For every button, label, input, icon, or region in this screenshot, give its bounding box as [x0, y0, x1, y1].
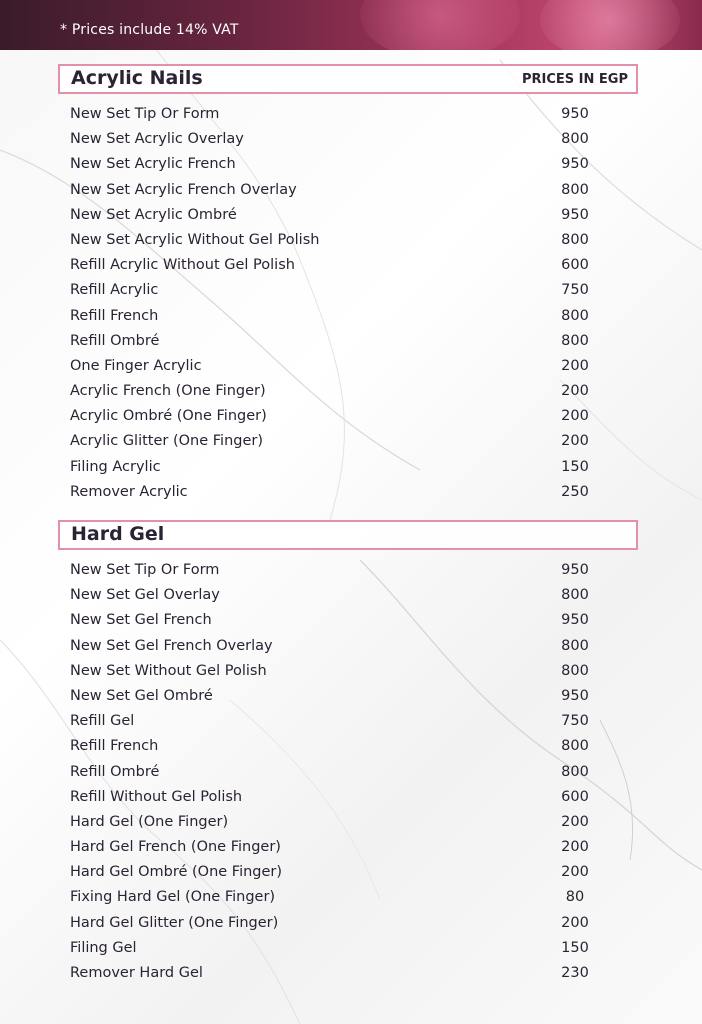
list-item	[0, 661, 702, 686]
section-header-acrylic-nails	[58, 64, 638, 94]
item-name: Remover Acrylic	[70, 483, 188, 500]
item-name: Refill Gel	[70, 713, 135, 730]
list-item	[0, 787, 702, 812]
item-name: Hard Gel Glitter (One Finger)	[70, 914, 279, 931]
item-name: Filing Gel	[70, 939, 137, 956]
list-item	[0, 711, 702, 736]
item-price: 800	[561, 181, 589, 198]
list-item	[0, 205, 702, 230]
item-price: 800	[561, 662, 589, 679]
item-price: 600	[561, 257, 589, 274]
item-price: 800	[561, 332, 589, 349]
list-item	[0, 180, 702, 205]
item-price: 950	[561, 156, 589, 173]
item-price: 200	[561, 433, 589, 450]
list-item	[0, 812, 702, 837]
item-name: New Set Gel Overlay	[70, 587, 220, 604]
list-item	[0, 280, 702, 305]
list-item	[0, 230, 702, 255]
list-item	[0, 636, 702, 661]
item-price: 250	[561, 483, 589, 500]
item-price: 200	[561, 839, 589, 856]
item-name: Refill Ombré	[70, 763, 160, 780]
item-name: Hard Gel Ombré (One Finger)	[70, 864, 283, 881]
item-price: 800	[561, 637, 589, 654]
item-name: One Finger Acrylic	[70, 357, 202, 374]
item-price: 200	[561, 357, 589, 374]
list-item	[0, 482, 702, 507]
item-name: New Set Without Gel Polish	[70, 662, 267, 679]
section-title: Hard Gel	[71, 523, 165, 545]
list-item	[0, 104, 702, 129]
list-item	[0, 736, 702, 761]
vat-note: * Prices include 14% VAT	[60, 22, 239, 38]
list-item	[0, 457, 702, 482]
list-item	[0, 913, 702, 938]
list-item	[0, 306, 702, 331]
item-name: New Set Acrylic Ombré	[70, 206, 237, 223]
item-name: New Set Tip Or Form	[70, 562, 220, 578]
item-price: 800	[561, 763, 589, 780]
item-name: Refill French	[70, 307, 159, 324]
list-item	[0, 837, 702, 862]
acrylic-nails-price-list	[0, 104, 702, 507]
item-name: New Set Gel French	[70, 612, 212, 629]
item-name: Refill Acrylic Without Gel Polish	[70, 257, 295, 274]
item-price: 150	[561, 458, 589, 475]
section-header-hard-gel	[58, 520, 638, 550]
list-item	[0, 381, 702, 406]
list-item	[0, 129, 702, 154]
item-price: 800	[561, 131, 589, 148]
item-name: New Set Gel French Overlay	[70, 637, 273, 654]
item-price: 80	[565, 889, 585, 906]
item-name: Hard Gel (One Finger)	[70, 813, 229, 830]
item-name: Refill French	[70, 738, 159, 755]
item-name: Acrylic Glitter (One Finger)	[70, 433, 264, 450]
item-name: New Set Acrylic French Overlay	[70, 181, 297, 198]
item-price: 200	[561, 813, 589, 830]
item-price: 800	[561, 587, 589, 604]
item-price: 950	[561, 562, 589, 578]
item-price: 750	[561, 282, 589, 299]
item-price: 200	[561, 383, 589, 400]
item-name: New Set Gel Ombré	[70, 687, 213, 704]
item-price: 230	[561, 965, 589, 981]
list-item	[0, 585, 702, 610]
item-price: 600	[561, 788, 589, 805]
price-unit-label: PRICES IN EGP	[521, 72, 628, 87]
item-name: Fixing Hard Gel (One Finger)	[70, 889, 276, 906]
list-item	[0, 862, 702, 887]
item-name: Hard Gel French (One Finger)	[70, 839, 281, 856]
item-price: 150	[561, 939, 589, 956]
list-item	[0, 560, 702, 585]
item-name: Filing Acrylic	[70, 458, 161, 475]
list-item	[0, 887, 702, 912]
item-name: New Set Acrylic Without Gel Polish	[70, 231, 320, 248]
item-price: 800	[561, 231, 589, 248]
list-item	[0, 938, 702, 963]
item-price: 750	[561, 713, 589, 730]
item-price: 950	[561, 206, 589, 223]
item-price: 800	[561, 738, 589, 755]
list-item	[0, 762, 702, 787]
item-name: New Set Tip Or Form	[70, 106, 220, 122]
list-item	[0, 255, 702, 280]
item-name: New Set Acrylic French	[70, 156, 236, 173]
item-name: Refill Without Gel Polish	[70, 788, 243, 805]
item-name: Acrylic French (One Finger)	[70, 383, 266, 400]
item-price: 950	[561, 687, 589, 704]
hard-gel-price-list	[0, 560, 702, 988]
section-title: Acrylic Nails	[71, 67, 203, 89]
list-item	[0, 406, 702, 431]
item-name: Remover Hard Gel	[70, 965, 203, 981]
list-item	[0, 356, 702, 381]
list-item	[0, 331, 702, 356]
item-name: Refill Ombré	[70, 332, 160, 349]
item-price: 950	[561, 612, 589, 629]
item-price: 200	[561, 864, 589, 881]
item-name: New Set Acrylic Overlay	[70, 131, 244, 148]
list-item	[0, 154, 702, 179]
item-price: 950	[561, 106, 589, 122]
list-item	[0, 963, 702, 988]
list-item	[0, 686, 702, 711]
list-item	[0, 610, 702, 635]
list-item	[0, 431, 702, 456]
item-price: 200	[561, 914, 589, 931]
item-name: Acrylic Ombré (One Finger)	[70, 408, 267, 425]
item-price: 200	[561, 408, 589, 425]
item-name: Refill Acrylic	[70, 282, 159, 299]
header-banner	[0, 0, 702, 50]
item-price: 800	[561, 307, 589, 324]
